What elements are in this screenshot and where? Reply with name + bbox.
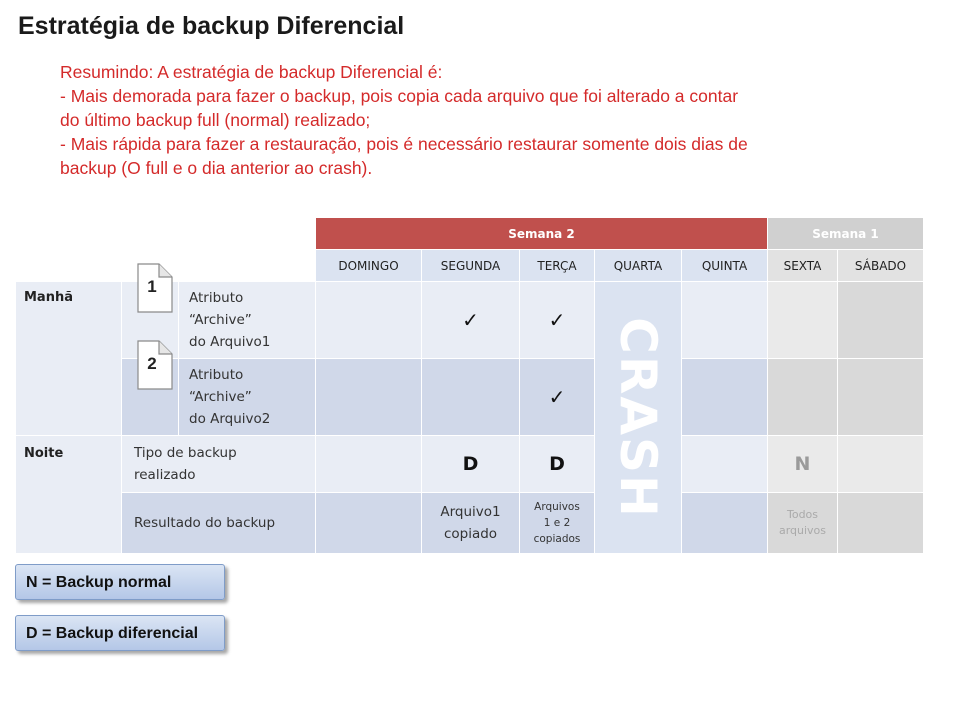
result-sexta: Todos arquivos	[768, 493, 838, 554]
file1-icon	[137, 263, 173, 313]
result-segunda: Arquivo1 copiado	[422, 493, 520, 554]
type-domingo	[316, 436, 422, 493]
day-domingo: DOMINGO	[316, 250, 422, 282]
check-file1-terca: ✓	[520, 282, 595, 359]
day-terca: TERÇA	[520, 250, 595, 282]
manha-label: Manhã	[16, 282, 122, 436]
result-quinta	[682, 493, 768, 554]
cell-file2-sabado	[838, 359, 924, 436]
type-segunda: D	[422, 436, 520, 493]
day-sabado: SÁBADO	[838, 250, 924, 282]
day-quarta: QUARTA	[595, 250, 682, 282]
type-terca: D	[520, 436, 595, 493]
day-sexta: SEXTA	[768, 250, 838, 282]
result-domingo	[316, 493, 422, 554]
day-quinta: QUINTA	[682, 250, 768, 282]
noite-label: Noite	[16, 436, 122, 554]
type-sexta: N	[768, 436, 838, 493]
result-terca: Arquivos 1 e 2 copiados	[520, 493, 595, 554]
week2-header: Semana 2	[316, 218, 768, 250]
legend-normal: N = Backup normal	[15, 564, 225, 600]
summary-line: backup (O full e o dia anterior ao crash).	[60, 158, 373, 178]
crash-cell	[595, 282, 682, 554]
cell-file2-segunda	[422, 359, 520, 436]
summary-line: do último backup full (normal) realizado;	[60, 110, 371, 130]
table-corner	[16, 218, 316, 250]
crash-label: CRASH	[609, 316, 667, 519]
page-title: Estratégia de backup Diferencial	[18, 12, 405, 40]
cell-file2-domingo	[316, 359, 422, 436]
summary-line: - Mais demorada para fazer o backup, pois copia cada arquivo que foi alterado a contar	[60, 86, 739, 106]
cell-file1-sexta	[768, 282, 838, 359]
week1-header: Semana 1	[768, 218, 924, 250]
check-file1-segunda: ✓	[422, 282, 520, 359]
summary-line: - Mais rápida para fazer a restauração, pois é necessário restaurar somente dois dias de	[60, 134, 748, 154]
type-sabado	[838, 436, 924, 493]
legend-diferencial: D = Backup diferencial	[15, 615, 225, 651]
day-segunda: SEGUNDA	[422, 250, 520, 282]
backup-type-desc: Tipo de backup realizado	[122, 436, 316, 493]
summary-text	[60, 60, 920, 180]
cell-file2-quinta	[682, 359, 768, 436]
file2-number: 2	[147, 354, 157, 373]
file2-attribute-desc: Atributo “Archive” do Arquivo2	[179, 359, 316, 436]
type-quinta	[682, 436, 768, 493]
check-file2-terca: ✓	[520, 359, 595, 436]
cell-file1-quinta	[682, 282, 768, 359]
file1-attribute-desc: Atributo “Archive” do Arquivo1	[179, 282, 316, 359]
backup-result-desc: Resultado do backup	[122, 493, 316, 554]
file1-number: 1	[147, 277, 157, 296]
file2-icon	[137, 340, 173, 390]
summary-line: Resumindo: A estratégia de backup Diferencial é:	[60, 62, 443, 82]
result-sabado	[838, 493, 924, 554]
cell-file1-domingo	[316, 282, 422, 359]
cell-file2-sexta	[768, 359, 838, 436]
cell-file1-sabado	[838, 282, 924, 359]
